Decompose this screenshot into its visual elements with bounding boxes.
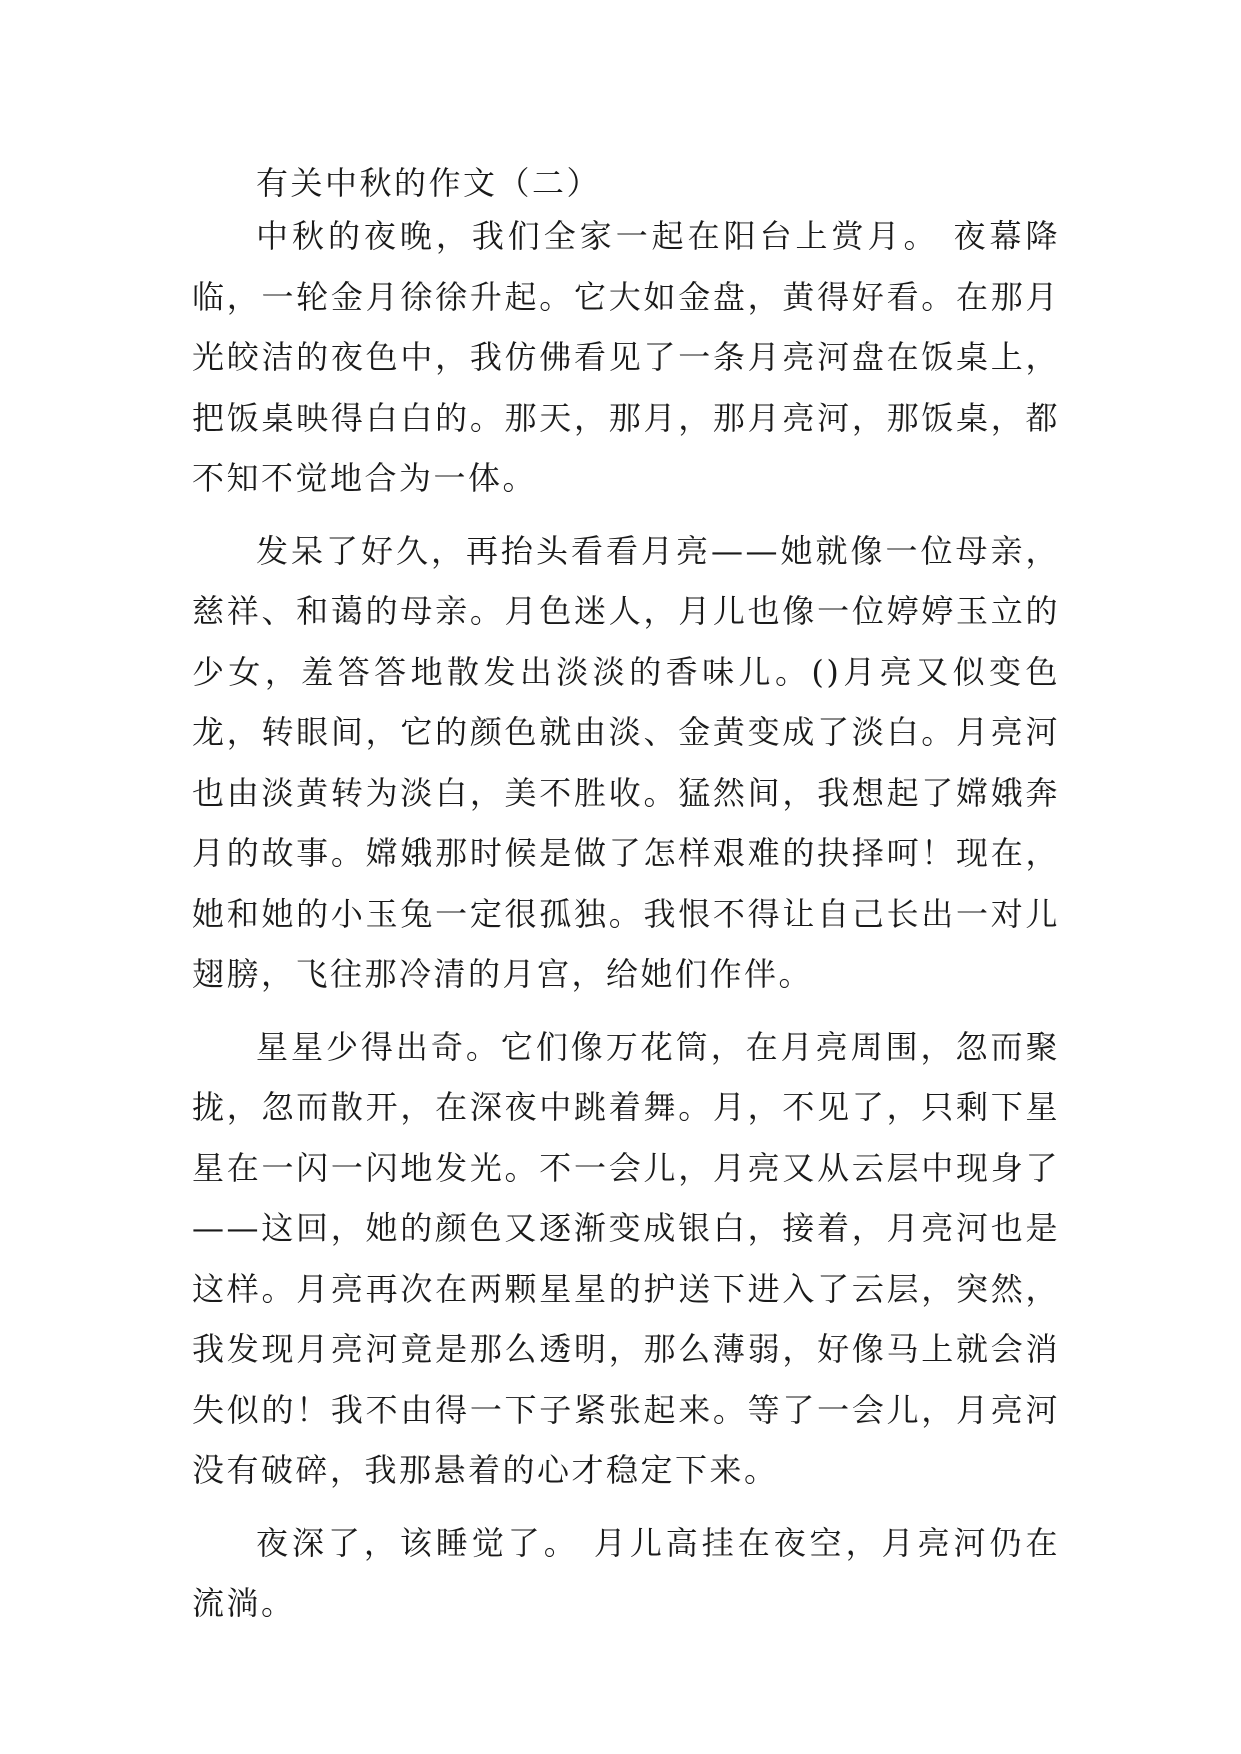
paragraph-1: 中秋的夜晚，我们全家一起在阳台上赏月。 夜幕降临，一轮金月徐徐升起。它大如金盘，黄得好看。在那月光皎洁的夜色中，我仿佛看见了一条月亮河盘在饭桌上，把饭桌映得白白的。那天，那月，那月亮河，那饭桌，都不知不觉地合为一体。	[192, 217, 1060, 497]
document-page	[192, 160, 1060, 1646]
paragraph-4: 夜深了，该睡觉了。 月儿高挂在夜空，月亮河仍在流淌。	[192, 1523, 1060, 1622]
document-title: 有关中秋的作文（二）	[256, 164, 602, 202]
paragraph-3: 星星少得出奇。它们像万花筒，在月亮周围，忽而聚拢，忽而散开，在深夜中跳着舞。月，不见了，只剩下星星在一闪一闪地发光。不一会儿，月亮又从云层中现身了——这回，她的颜色又逐渐变成银白，接着，月亮河也是这样。月亮再次在两颗星星的护送下进入了云层，突然，我发现月亮河竟是那么透明，那么薄弱，好像马上就会消失似的！我不由得一下子紧张起来。等了一会儿，月亮河没有破碎，我那悬着的心才稳定下来。	[192, 1027, 1060, 1489]
paragraph-2: 发呆了好久，再抬头看看月亮——她就像一位母亲，慈祥、和蔼的母亲。月色迷人，月儿也像一位婷婷玉立的少女，羞答答地散发出淡淡的香味儿。()月亮又似变色龙，转眼间，它的颜色就由淡、金黄变成了淡白。月亮河也由淡黄转为淡白，美不胜收。猛然间，我想起了嫦娥奔月的故事。嫦娥那时候是做了怎样艰难的抉择呵！现在，她和她的小玉兔一定很孤独。我恨不得让自己长出一对儿翅膀，飞往那冷清的月宫，给她们作伴。	[192, 531, 1060, 993]
